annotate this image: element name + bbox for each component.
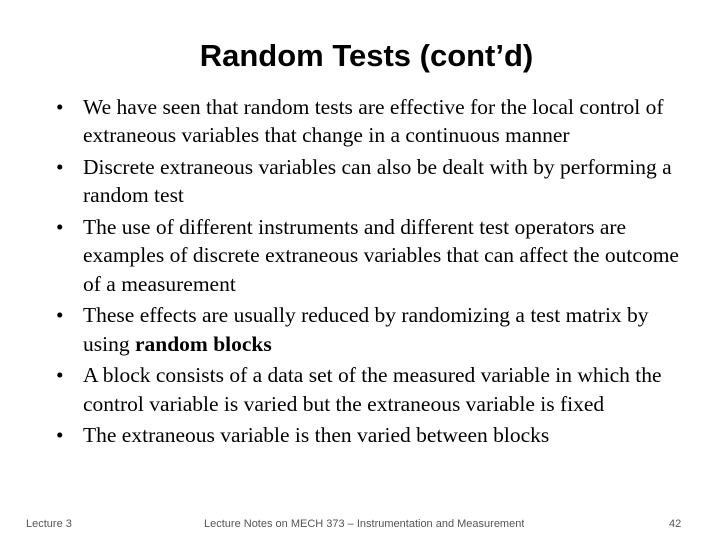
bullet-item [56, 93, 696, 150]
bullet-text: The extraneous variable is then varied between blocks [83, 423, 550, 448]
slide-title: Random Tests (cont’d) [199, 38, 534, 73]
bullet-text: Discrete extraneous variables can also be dealt with by performing a random test [83, 155, 672, 208]
footer-course: Lecture Notes on MECH 373 – Instrumentation and Measurement [204, 518, 525, 530]
bullet-text: A block consists of a data set of the measured variable in which the control variable is varied but the extraneous variable is fixed [83, 363, 662, 416]
bullet-icon: • [56, 423, 64, 448]
bullet-text: We have seen that random tests are effective for the local control of extraneous variables that change in a continuous manner [83, 95, 664, 148]
bullet-item [56, 421, 696, 449]
bullet-icon: • [56, 303, 64, 328]
bullet-icon: • [56, 155, 64, 179]
bullet-text: The use of different instruments and different test operators are examples of discrete extraneous variables that can affect the outcome of a measurement [83, 215, 679, 296]
footer-page-number: 42 [669, 518, 682, 530]
footer-lecture: Lecture 3 [26, 518, 72, 530]
bullet-text: These effects are usually reduced by randomizing a test matrix by using [83, 303, 649, 356]
bullet-item [56, 361, 696, 418]
bullet-bold-term: random blocks [134, 331, 272, 356]
bullet-item [56, 301, 696, 358]
bullet-icon: • [56, 363, 64, 388]
bullet-icon: • [56, 95, 64, 119]
bullet-item [56, 213, 696, 298]
bullet-icon: • [56, 215, 64, 239]
bullet-list [56, 93, 696, 453]
bullet-item [56, 153, 696, 210]
